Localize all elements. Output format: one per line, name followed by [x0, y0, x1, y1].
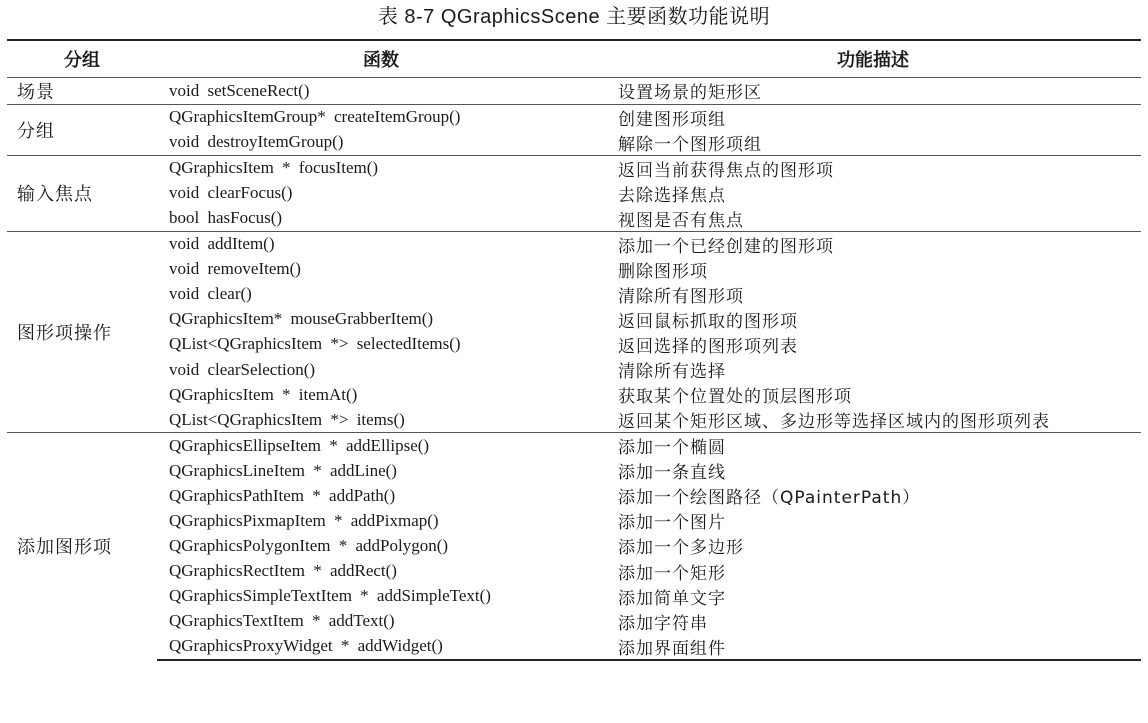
table-row: [7, 433, 1141, 459]
function-cell: QGraphicsItemGroup* createItemGroup(): [157, 104, 605, 130]
function-cell: bool hasFocus(): [169, 208, 283, 228]
function-cell: QGraphicsProxyWidget * addWidget(): [157, 634, 605, 660]
table-row: [7, 155, 1141, 181]
function-cell: QGraphicsItem* mouseGrabberItem(): [169, 309, 434, 329]
function-cell: QList<QGraphicsItem *> selectedItems(): [169, 334, 461, 354]
table-row: [7, 559, 1141, 584]
description-cell: 删除图形项: [618, 261, 708, 282]
description-cell: 添加字符串: [618, 613, 708, 634]
function-cell: QGraphicsLineItem * addLine(): [169, 460, 397, 480]
header-description: 功能描述: [837, 49, 909, 70]
table-row: [7, 609, 1141, 634]
description-cell: 添加一个图片: [618, 513, 726, 534]
function-cell: void clearSelection(): [169, 359, 316, 379]
description-cell: 添加简单文字: [618, 588, 726, 609]
table-row: [7, 458, 1141, 483]
description-cell: 添加一个矩形: [618, 563, 726, 584]
table-row: [7, 584, 1141, 609]
description-cell: 添加一个多边形: [618, 538, 744, 559]
description-cell: 添加一个椭圆: [605, 433, 1141, 459]
table-row: [7, 407, 1141, 433]
description-cell: 添加界面组件: [605, 634, 1141, 660]
description-cell: 获取某个位置处的顶层图形项: [618, 387, 852, 408]
description-cell: 返回选择的图形项列表: [618, 336, 798, 357]
function-table: [7, 39, 1141, 661]
function-cell: QGraphicsPolygonItem * addPolygon(): [169, 535, 449, 555]
function-cell: void clear(): [169, 284, 252, 304]
function-cell: QGraphicsTextItem * addText(): [169, 611, 395, 631]
description-cell: 添加一个绘图路径（QPainterPath）: [618, 488, 921, 509]
table-row: [7, 307, 1141, 332]
group-cell: 输入焦点: [7, 155, 157, 231]
table-row: [7, 634, 1141, 660]
function-cell: QGraphicsEllipseItem * addEllipse(): [157, 433, 605, 459]
header-group: 分组: [64, 49, 100, 70]
function-cell: QGraphicsSimpleTextItem * addSimpleText(): [169, 586, 491, 606]
table-body: [7, 77, 1141, 660]
table-row: [7, 382, 1141, 407]
description-cell: 解除一个图形项组: [618, 134, 762, 155]
function-cell: void removeItem(): [169, 259, 301, 279]
description-cell: 清除所有选择: [618, 362, 726, 383]
description-cell: 返回鼠标抓取的图形项: [618, 311, 798, 332]
function-cell: QGraphicsPixmapItem * addPixmap(): [169, 510, 439, 530]
table-row: [7, 332, 1141, 357]
description-cell: 返回某个矩形区域、多边形等选择区域内的图形项列表: [618, 412, 1050, 433]
function-cell: void setSceneRect(): [157, 77, 605, 104]
function-cell: void clearFocus(): [169, 183, 293, 203]
table-row: [7, 104, 1141, 130]
group-cell: 场景: [7, 77, 157, 104]
description-cell: 视图是否有焦点: [618, 210, 744, 231]
header-row: [7, 40, 1141, 77]
table-row: [7, 357, 1141, 382]
description-cell: 去除选择焦点: [618, 185, 726, 206]
table-header: [7, 40, 1141, 77]
function-cell: QGraphicsRectItem * addRect(): [169, 561, 397, 581]
description-cell: 返回当前获得焦点的图形项: [605, 155, 1141, 181]
function-cell: QGraphicsItem * focusItem(): [157, 155, 605, 181]
table-row: [7, 533, 1141, 558]
table-row: [7, 508, 1141, 533]
table-row: [7, 181, 1141, 206]
group-cell: 分组: [7, 104, 157, 155]
function-cell: QGraphicsPathItem * addPath(): [169, 485, 396, 505]
table-row: [7, 130, 1141, 156]
table-row: [7, 206, 1141, 232]
table-row: [7, 231, 1141, 257]
table-row: [7, 483, 1141, 508]
header-function: 函数: [363, 49, 399, 70]
group-cell: 添加图形项: [7, 433, 157, 660]
function-cell: QList<QGraphicsItem *> items(): [169, 409, 405, 429]
function-cell: void destroyItemGroup(): [169, 132, 344, 151]
table-row: [7, 282, 1141, 307]
description-cell: 添加一个已经创建的图形项: [605, 231, 1141, 257]
description-cell: 设置场景的矩形区: [605, 77, 1141, 104]
table-row: [7, 77, 1141, 104]
table-caption: 表 8-7 QGraphicsScene 主要函数功能说明: [377, 6, 771, 28]
description-cell: 清除所有图形项: [618, 286, 744, 307]
description-cell: 创建图形项组: [605, 104, 1141, 130]
table-row: [7, 257, 1141, 282]
description-cell: 添加一条直线: [618, 463, 726, 484]
function-table-container: [7, 39, 1141, 661]
function-cell: void addItem(): [157, 231, 605, 257]
function-cell: QGraphicsItem * itemAt(): [169, 384, 358, 404]
group-cell: 图形项操作: [7, 231, 157, 433]
